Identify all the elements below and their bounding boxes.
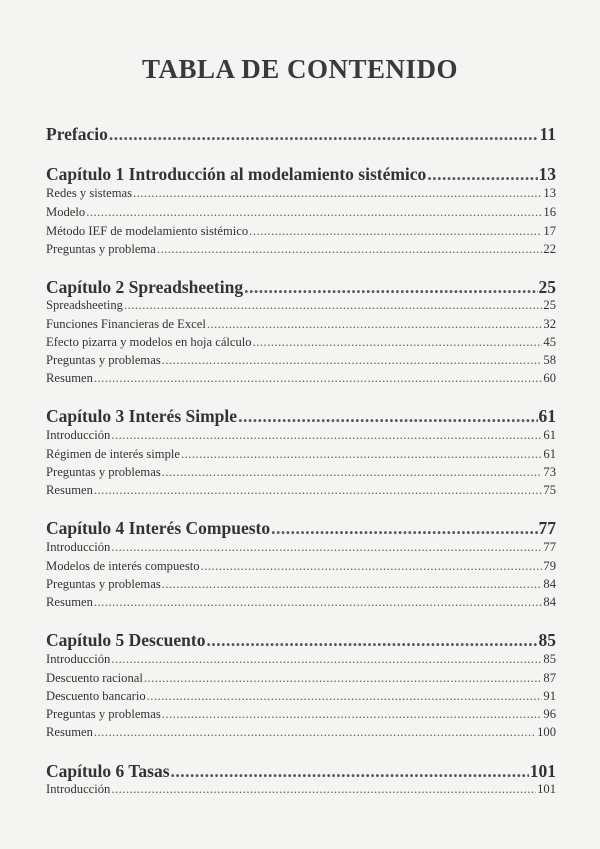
leader-dots [207,317,543,332]
toc-section[interactable] [46,559,556,574]
leader-dots [111,540,542,555]
toc-entry-page: 77 [543,540,556,554]
toc-section[interactable] [46,371,556,386]
toc-entry-title: Introducción [46,540,111,554]
toc-section[interactable] [46,671,556,686]
leader-dots [201,559,543,574]
toc-section[interactable] [46,725,556,740]
toc-entry-title: Spreadsheeting [46,298,123,312]
toc-entry-title: Resumen [46,725,93,739]
toc-section[interactable] [46,224,556,239]
toc-entry-page: 96 [543,707,556,721]
toc-entry-page: 84 [543,577,556,591]
toc-chapter-prefacio[interactable] [46,124,556,145]
toc-entry-page: 45 [543,335,556,349]
leader-dots [206,630,537,651]
toc-section[interactable] [46,447,556,462]
toc-entry-title: Capítulo 4 Interés Compuesto [46,518,271,538]
toc-section[interactable] [46,335,556,350]
toc-entry-title: Modelo [46,205,86,219]
toc-section[interactable] [46,707,556,722]
toc-entry-title: Resumen [46,483,93,497]
toc-section[interactable] [46,428,556,443]
toc-entry-page: 101 [529,761,556,781]
toc-entry-title: Preguntas y problemas [46,465,161,479]
leader-dots [94,725,536,740]
leader-dots [94,483,543,498]
toc-section[interactable] [46,186,556,201]
toc-entry-page: 87 [543,671,556,685]
toc-section[interactable] [46,205,556,220]
leader-dots [271,518,537,539]
toc-entry-page: 16 [543,205,556,219]
toc-entry-title: Preguntas y problema [46,242,156,256]
toc-section[interactable] [46,652,556,667]
leader-dots [162,353,543,368]
toc-entry-title: Resumen [46,595,93,609]
leader-dots [157,242,543,257]
toc-entry-title: Prefacio [46,124,108,144]
leader-dots [162,465,543,480]
toc-entry-page: 77 [538,518,556,538]
toc-section[interactable] [46,483,556,498]
leader-dots [249,224,542,239]
toc-entry-page: 61 [543,428,556,442]
toc-entry-page: 25 [543,298,556,312]
toc-entry-page: 100 [537,725,556,739]
toc-chapter-2[interactable] [46,277,556,298]
toc-entry-page: 17 [543,224,556,238]
toc-entry-page: 85 [538,630,556,650]
leader-dots [162,707,543,722]
toc-entry-page: 11 [539,124,556,144]
toc-entry-title: Capítulo 1 Introducción al modelamiento sistémico [46,164,427,184]
toc-section[interactable] [46,465,556,480]
toc-entry-title: Introducción [46,428,111,442]
toc-entry-page: 85 [543,652,556,666]
toc-entry-page: 75 [543,483,556,497]
toc-entry-title: Preguntas y problemas [46,707,161,721]
toc-section[interactable] [46,317,556,332]
leader-dots [94,595,543,610]
toc-chapter-1[interactable] [46,164,556,185]
toc-section[interactable] [46,353,556,368]
toc-entry-title: Capítulo 5 Descuento [46,630,206,650]
toc-entry-page: 61 [543,447,556,461]
toc-section[interactable] [46,689,556,704]
toc-entry-page: 22 [543,242,556,256]
leader-dots [144,671,543,686]
leader-dots [124,298,542,313]
toc-chapter-5[interactable] [46,630,556,651]
toc-section[interactable] [46,577,556,592]
leader-dots [86,205,542,220]
leader-dots [109,124,539,145]
leader-dots [94,371,543,386]
page-title: TABLA DE CONTENIDO [141,54,459,84]
toc-entry-page: 13 [538,164,556,184]
toc-section[interactable] [46,595,556,610]
toc-entry-page: 101 [537,782,556,796]
leader-dots [181,447,542,462]
toc-entry-page: 61 [538,406,556,426]
toc-entry-title: Preguntas y problemas [46,577,161,591]
toc-section[interactable] [46,242,556,257]
toc-entry-title: Descuento racional [46,671,143,685]
toc-entry-page: 91 [543,689,556,703]
leader-dots [147,689,543,704]
toc-entry-page: 73 [543,465,556,479]
toc-entry-title: Capítulo 2 Spreadsheeting [46,277,244,297]
toc-chapter-3[interactable] [46,406,556,427]
leader-dots [427,164,537,185]
toc-entry-page: 13 [543,186,556,200]
toc-entry-title: Capítulo 6 Tasas [46,761,170,781]
leader-dots [171,761,529,782]
toc-entry-title: Modelos de interés compuesto [46,559,200,573]
leader-dots [111,428,542,443]
toc-chapter-4[interactable] [46,518,556,539]
toc-entry-title: Método IEF de modelamiento sistémico [46,224,249,238]
toc-entry-title: Descuento bancario [46,689,146,703]
toc-entry-page: 79 [543,559,556,573]
toc-entry-title: Resumen [46,371,93,385]
toc-entry-title: Efecto pizarra y modelos en hoja cálculo [46,335,252,349]
leader-dots [111,782,536,797]
leader-dots [111,652,542,667]
leader-dots [244,277,537,298]
leader-dots [238,406,537,427]
toc-section[interactable] [46,298,556,313]
leader-dots [133,186,542,201]
leader-dots [253,335,543,350]
toc-entry-page: 84 [543,595,556,609]
toc-entry-page: 32 [543,317,556,331]
toc-entry-page: 25 [538,277,556,297]
toc-entry-page: 60 [543,371,556,385]
toc-entry-title: Introducción [46,782,111,796]
toc-section[interactable] [46,782,556,797]
toc-entry-title: Redes y sistemas [46,186,133,200]
toc-entry-title: Capítulo 3 Interés Simple [46,406,238,426]
toc-entry-title: Funciones Financieras de Excel [46,317,206,331]
leader-dots [162,577,543,592]
toc-chapter-6[interactable] [46,761,556,782]
toc-entry-page: 58 [543,353,556,367]
toc-entry-title: Preguntas y problemas [46,353,161,367]
toc-entry-title: Introducción [46,652,111,666]
toc-entry-title: Régimen de interés simple [46,447,180,461]
toc-section[interactable] [46,540,556,555]
